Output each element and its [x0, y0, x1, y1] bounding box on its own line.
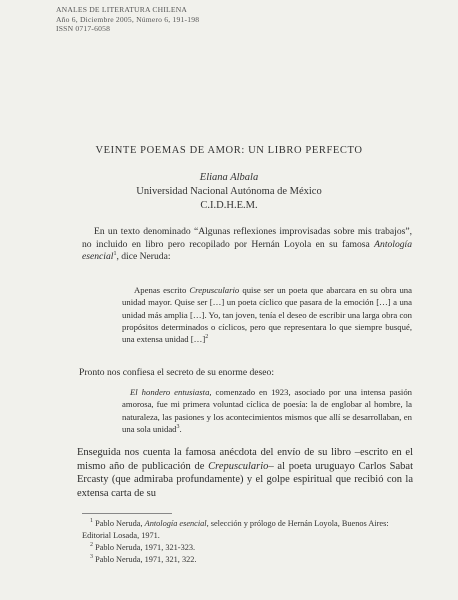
author-affiliation: [0, 185, 458, 212]
footnotes: [82, 518, 412, 566]
footnote-divider: [82, 513, 172, 514]
book-title: Crepusculario: [189, 285, 240, 295]
paragraph-2: Pronto nos confiesa el secreto de su enorme deseo:: [79, 367, 275, 378]
journal-issn: ISSN 0717-6058: [56, 24, 111, 33]
book-title: Crepusculario: [208, 460, 269, 472]
block-quote-1: Apenas escrito Crepusculario quise ser un poeta que abarcara en su obra una unidad mayor. Quise ser […] un poeta cíclico que pasara de la emoción […] a una unidad más amplia […]. Yo, tan joven, tenía el deseo de escribir una larga obra con propósitos determinados o cíclicos, pero que representara lo que siempre busqué, una extensa unidad […]$^2$: [122, 285, 412, 345]
book-title: El hondero entusiasta: [130, 387, 210, 397]
article-author: Eliana Albala: [199, 172, 259, 183]
footnote-ref-2: 2: [205, 334, 209, 341]
affiliation-university: Universidad Nacional Autónoma de México: [136, 186, 322, 197]
book-title: Antología esencial: [82, 238, 412, 262]
block-quote-2: El hondero entusiasta, comenzado en 1923, asociado por una intensa pasión amorosa, fue mi primera voluntad cíclica de poesía: la de englobar al hombre, la naturaleza, las pasiones y los acontecimientos mismos que allí se desarrollaban, en una sola unidad$^3$.: [122, 387, 413, 434]
article-title: VEINTE POEMAS DE AMOR: UN LIBRO PERFECTO: [95, 145, 363, 156]
journal-issue: Año 6, Diciembre 2005, Número 6, 191-198: [56, 14, 200, 24]
affiliation-center: C.I.D.H.E.M.: [200, 199, 258, 211]
footnote-ref-3: 3: [176, 424, 180, 430]
journal-header: [56, 5, 199, 34]
footnote-1: $^1$ Pablo Neruda, Antología esencial, selección y prólogo de Hernán Loyola, Buenos Aires: Editorial Losada, 1971.: [82, 518, 389, 540]
paragraph-1: En un texto denominado “Algunas reflexiones improvisadas sobre mis trabajos”, no incluido en libro pero recopilado por Hernán Loyola en su famosa Antología esencial$^1$, dice Neruda:: [82, 226, 412, 262]
footnote-2: $^2$ Pablo Neruda, 1971, 321-323.: [90, 542, 196, 552]
footnote-ref-1: 1: [113, 250, 117, 257]
footnote-3: $^3$ Pablo Neruda, 1971, 321, 322.: [90, 554, 197, 564]
journal-name: ANALES DE LITERATURA CHILENA: [56, 5, 188, 14]
paragraph-3: Enseguida nos cuenta la famosa anécdota del envío de su libro –escrito en el mismo año de publicación de Crepusculario– al poeta uruguayo Carlos Sabat Ercasty (que admiraba profundamente) y el golpe espiritual que recibió con la extensa carta de su: [77, 447, 413, 499]
